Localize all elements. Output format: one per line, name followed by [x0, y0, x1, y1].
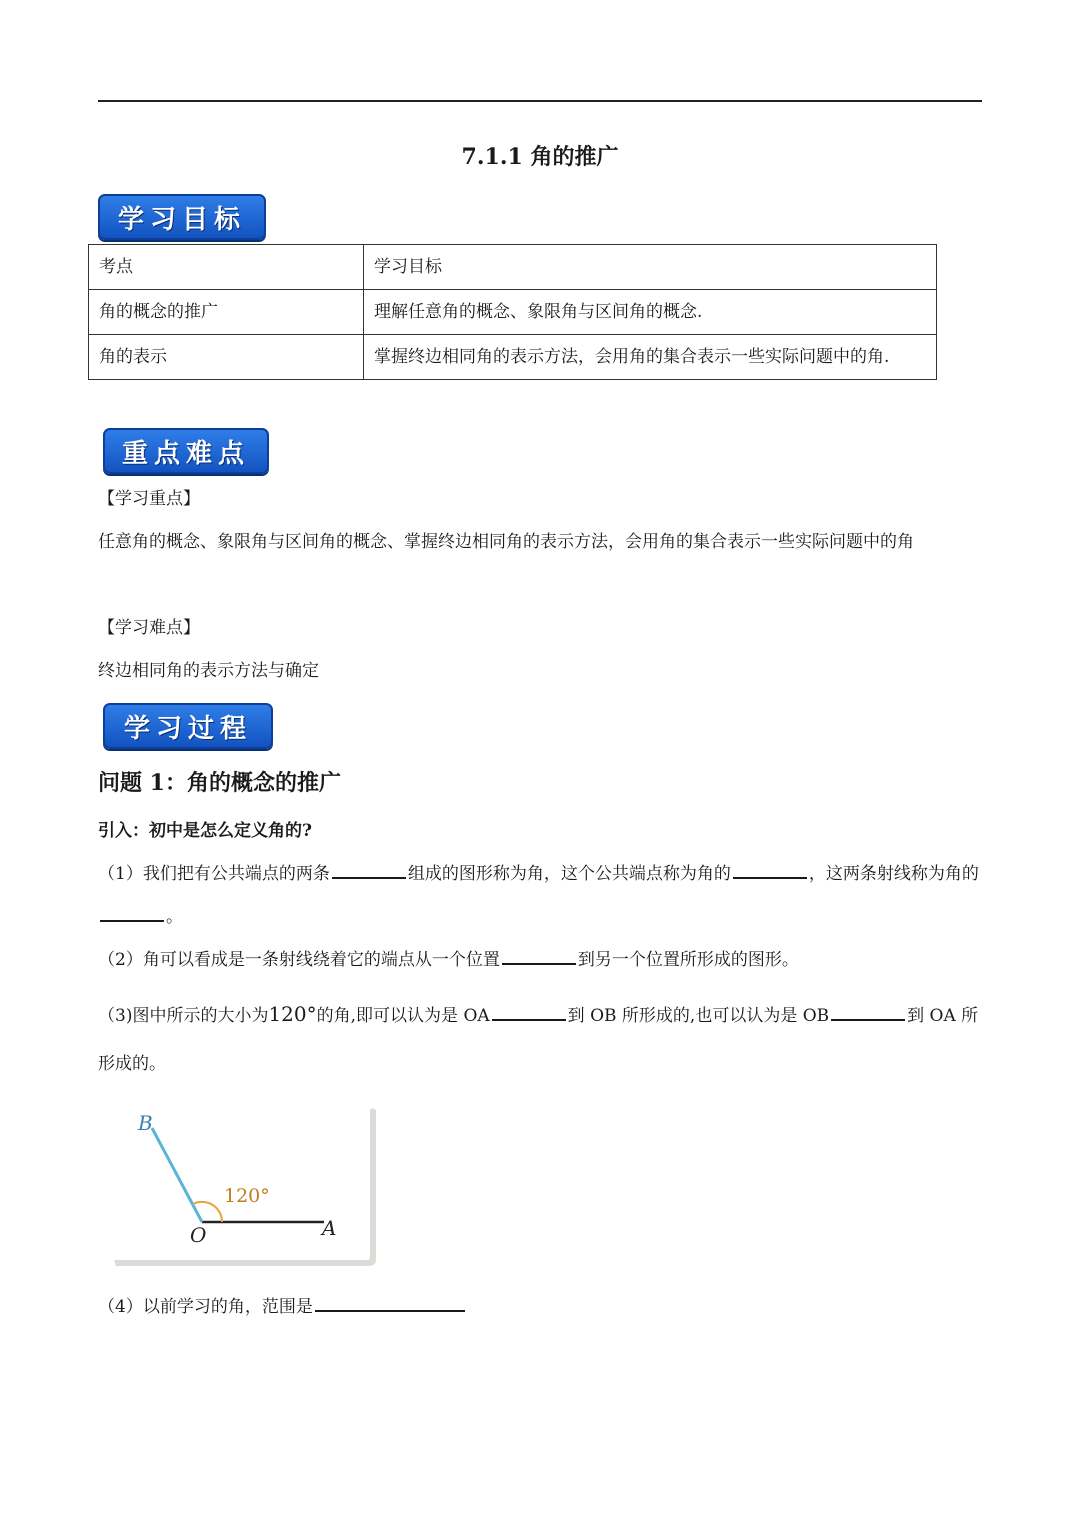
question-1: （1）我们把有公共端点的两条 组成的图形称为角，这个公共端点称为角的 ，这两条射线称为角的。 — [98, 853, 982, 939]
label-B: B — [138, 1111, 153, 1135]
label-O: O — [190, 1223, 207, 1247]
focus-label: 【学习重点】 — [98, 489, 200, 509]
answer-blank[interactable] — [733, 860, 807, 879]
answer-blank[interactable] — [332, 860, 406, 879]
badge-learning-process: 学习过程 — [103, 703, 273, 749]
goals-table — [88, 244, 937, 380]
angle-figure — [110, 1100, 382, 1270]
table-cell: 角的概念的推广 — [89, 290, 364, 335]
ray-OB — [152, 1128, 202, 1222]
badge-key-points: 重点难点 — [103, 428, 269, 474]
table-cell: 角的表示 — [89, 335, 364, 380]
answer-blank[interactable] — [831, 1002, 905, 1021]
problem-heading: 问题 1：角的概念的推广 — [98, 770, 341, 796]
answer-blank[interactable] — [315, 1293, 465, 1312]
angle-label: 120° — [224, 1185, 270, 1207]
answer-blank[interactable] — [492, 1002, 566, 1021]
table-header-row — [89, 245, 937, 290]
question-3: （3)图中所示的大小为120°的角,即可以认为是 OA 到 OB 所形成的,也可以认为是 OB 到 OA 所形成的。 — [98, 1002, 979, 1074]
table-cell: 掌握终边相同角的表示方法，会用角的集合表示一些实际问题中的角. — [364, 335, 937, 380]
question-4: （4）以前学习的角，范围是 — [98, 1286, 982, 1329]
label-A: A — [322, 1216, 337, 1240]
table-header-cell: 学习目标 — [364, 245, 937, 290]
focus-text: 任意角的概念、象限角与区间角的概念、掌握终边相同角的表示方法，会用角的集合表示一些实际问题中的角 — [98, 532, 914, 552]
table-row — [89, 290, 937, 335]
badge-learning-goals: 学习目标 — [98, 194, 266, 240]
question-2: （2）角可以看成是一条射线绕着它的端点从一个位置 到另一个位置所形成的图形。 — [98, 939, 982, 982]
difficulty-text: 终边相同角的表示方法与确定 — [98, 661, 319, 681]
page-title: 7.1.1 角的推广 — [461, 144, 619, 170]
answer-blank[interactable] — [100, 903, 164, 922]
table-cell: 理解任意角的概念、象限角与区间角的概念. — [364, 290, 937, 335]
header-rule — [98, 100, 982, 102]
intro-question: 引入：初中是怎么定义角的? — [98, 821, 312, 841]
difficulty-label: 【学习难点】 — [98, 618, 200, 638]
answer-blank[interactable] — [502, 946, 576, 965]
angle-value: 120° — [268, 1002, 317, 1026]
table-header-cell: 考点 — [89, 245, 364, 290]
table-row — [89, 335, 937, 380]
